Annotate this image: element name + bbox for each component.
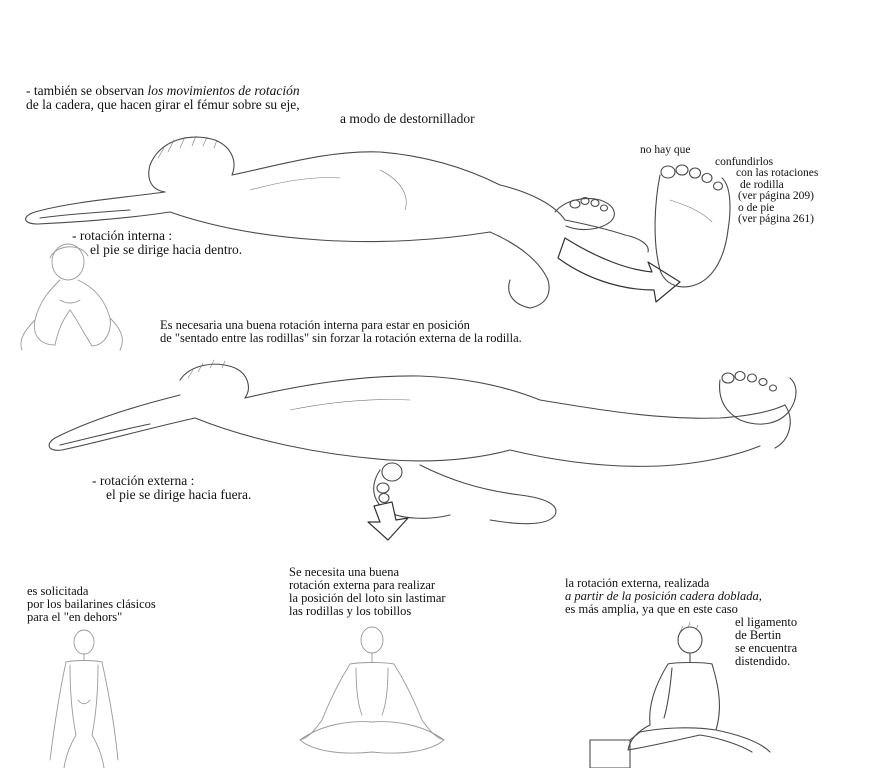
- side-note-line-5: (ver página 209): [738, 190, 814, 202]
- bent-hip-line-2: a partir de la posición cadera doblada,: [565, 589, 762, 603]
- side-note-line-3: con las rotaciones: [736, 167, 819, 179]
- internal-note-line-2: de "sentado entre las rodillas" sin forzar la rotación externa de la rodilla.: [160, 331, 522, 345]
- side-note-line-1: no hay que: [640, 144, 691, 156]
- dancers-note-line-3: para el "en dehors": [27, 610, 123, 624]
- internal-rotation-desc: el pie se dirige hacia dentro.: [90, 242, 243, 257]
- bent-hip-line-4: el ligamento: [735, 615, 798, 629]
- external-rotation-title: - rotación externa :: [92, 473, 195, 488]
- bent-hip-line-5: de Bertin: [735, 628, 782, 642]
- side-note-line-2: confundirlos: [715, 155, 774, 168]
- side-note-line-6: o de pie: [738, 201, 775, 214]
- intro-line-1-italic: los movimientos de rotación: [147, 83, 300, 98]
- side-note-line-4: de rodilla: [740, 178, 784, 191]
- intro-line-1-prefix: - también se observan: [26, 83, 148, 98]
- intro-line-3: a modo de destornillador: [340, 111, 475, 126]
- internal-note-line-1: Es necesaria una buena rotación interna para estar en posición: [160, 318, 470, 332]
- lotus-note-line-1: Se necesita una buena: [289, 565, 400, 579]
- dancers-note-line-1: es solicitada: [27, 584, 89, 598]
- lotus-note-line-2: rotación externa para realizar: [289, 578, 436, 592]
- bent-hip-line-7: distendido.: [735, 654, 791, 668]
- bent-hip-line-1: la rotación externa, realizada: [565, 576, 710, 590]
- bent-hip-line-3: es más amplia, ya que en este caso: [565, 602, 738, 616]
- lotus-note-line-3: la posición del loto sin lastimar: [289, 591, 446, 605]
- internal-rotation-title: - rotación interna :: [72, 228, 173, 243]
- intro-line-2: de la cadera, que hacen girar el fémur sobre su eje,: [26, 97, 300, 112]
- dancers-note-line-2: por los bailarines clásicos: [27, 597, 156, 611]
- bent-hip-line-6: se encuentra: [735, 641, 798, 655]
- lotus-note-line-4: las rodillas y los tobillos: [289, 604, 412, 618]
- side-note-line-7: (ver página 261): [738, 213, 814, 225]
- external-rotation-desc: el pie se dirige hacia fuera.: [106, 487, 252, 502]
